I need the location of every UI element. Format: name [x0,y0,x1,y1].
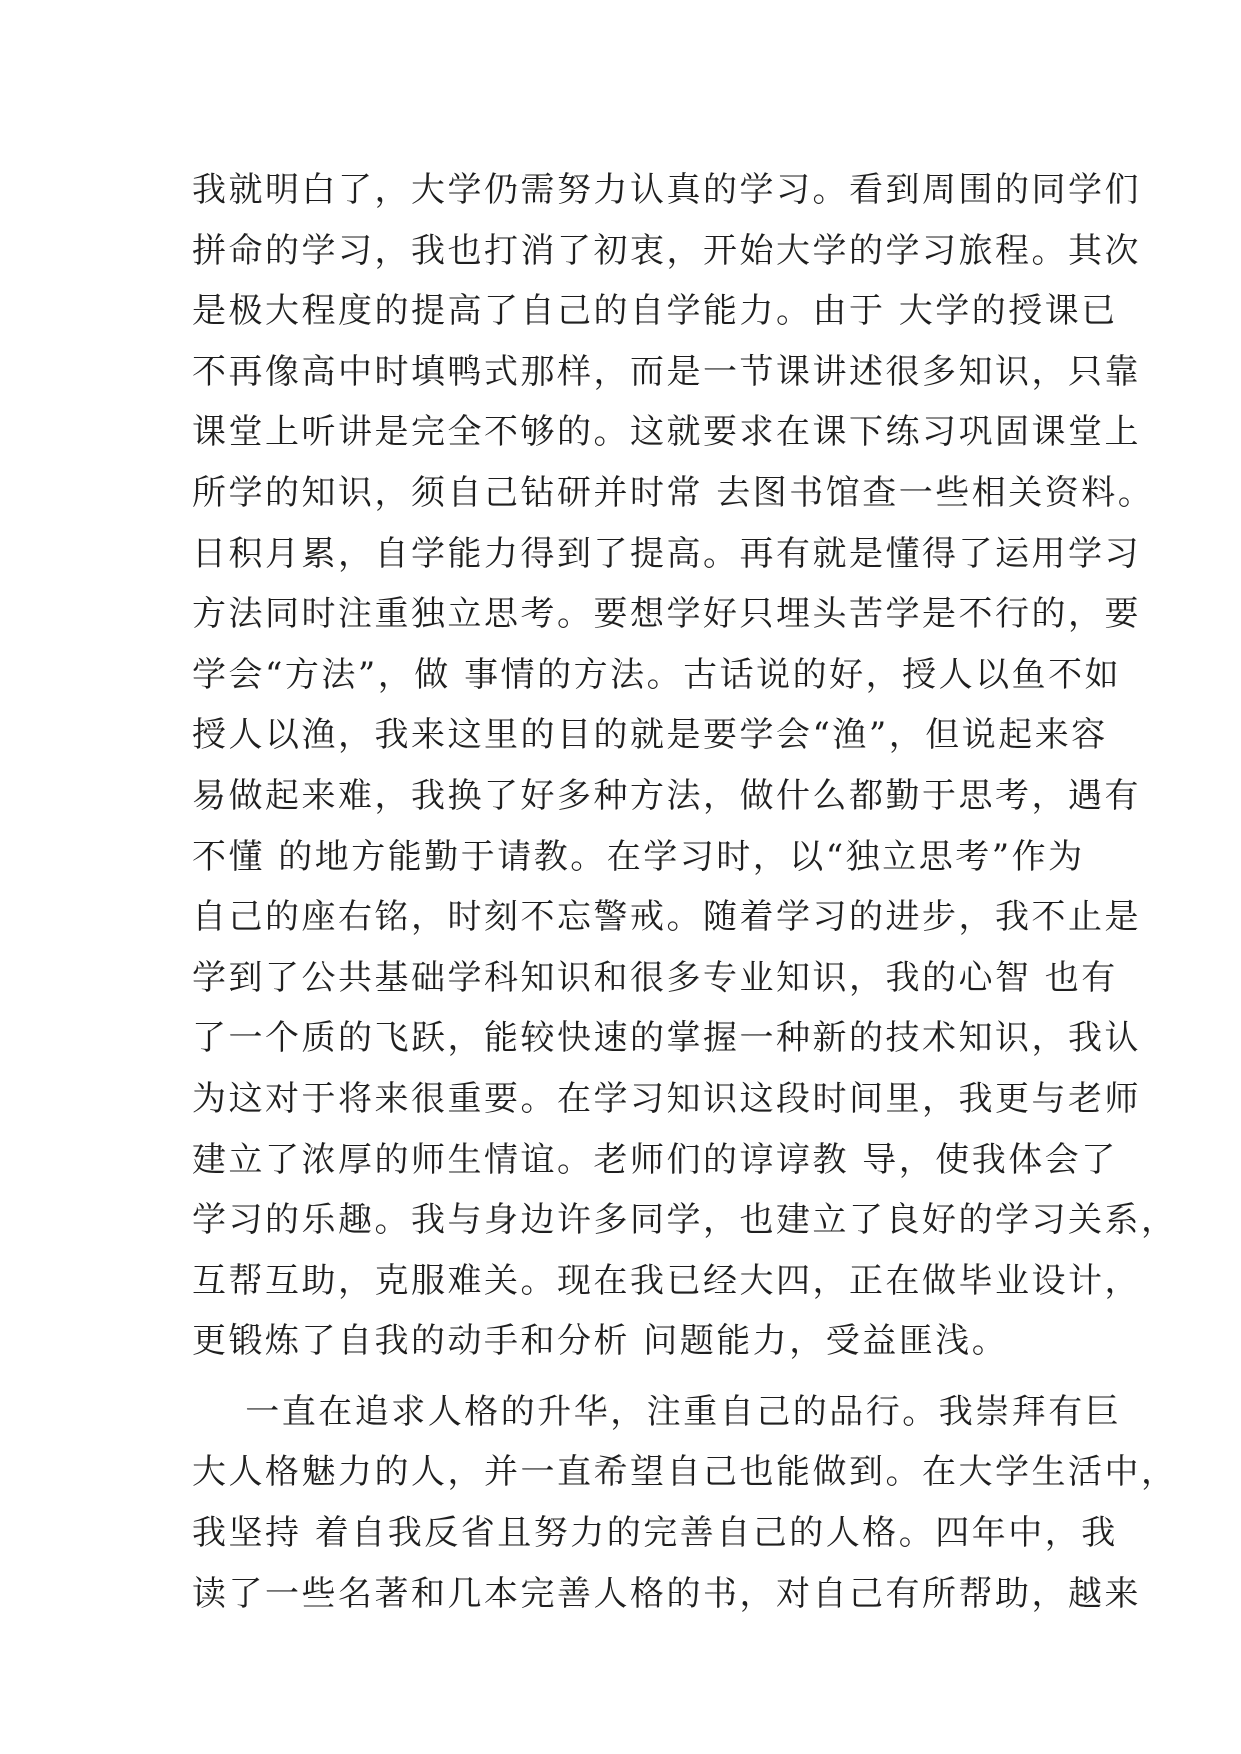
text-line: 大人格魅力的人，并一直希望自己也能做到。在大学生活中， [192,1452,1178,1493]
text-line: 自己的座右铭，时刻不忘警戒。随着学习的进步，我不止是 [192,897,1141,938]
text-line: 拼命的学习，我也打消了初衷，开始大学的学习旅程。其次 [192,230,1141,271]
text-line: 所学的知识，须自己钻研并时常 去图书馆查一些相关资料。 [192,472,1155,513]
text-line: 建立了浓厚的师生情谊。老师们的谆谆教 导，使我体会了 [192,1139,1118,1180]
paragraph-2 [192,1382,1178,1624]
text-line: 互帮互助，克服难关。现在我已经大四，正在做毕业设计， [192,1260,1141,1301]
text-line: 不懂 的地方能勤于请教。在学习时，以“独立思考”作为 [192,836,1085,877]
text-line: 为这对于将来很重要。在学习知识这段时间里，我更与老师 [192,1078,1141,1119]
text-line: 是极大程度的提高了自己的自学能力。由于 大学的授课已 [192,291,1118,332]
paragraph-1 [192,160,1178,1372]
text-line: 一直在追求人格的升华，注重自己的品行。我崇拜有巨 [192,1391,1122,1432]
body-text [192,160,1178,1624]
text-line: 学习的乐趣。我与身边许多同学，也建立了良好的学习关系， [192,1200,1178,1241]
text-line: 读了一些名著和几本完善人格的书，对自己有所帮助，越来 [192,1573,1141,1614]
text-line: 易做起来难，我换了好多种方法，做什么都勤于思考，遇有 [192,775,1141,816]
text-line: 了一个质的飞跃，能较快速的掌握一种新的技术知识，我认 [192,1018,1141,1059]
text-line: 学会“方法”，做 事情的方法。古话说的好，授人以鱼不如 [192,654,1122,695]
text-line: 更锻炼了自我的动手和分析 问题能力，受益匪浅。 [192,1321,1009,1362]
text-line: 不再像高中时填鸭式那样，而是一节课讲述很多知识，只靠 [192,351,1141,392]
text-line: 学到了公共基础学科知识和很多专业知识，我的心智 也有 [192,957,1118,998]
paragraph-spacer [192,1372,1072,1382]
text-line: 我就明白了，大学仍需努力认真的学习。看到周围的同学们 [192,170,1141,210]
text-line: 我坚持 着自我反省且努力的完善自己的人格。四年中，我 [192,1513,1118,1554]
text-line: 授人以渔，我来这里的目的就是要学会“渔”，但说起来容 [192,715,1108,756]
text-line: 方法同时注重独立思考。要想学好只埋头苦学是不行的，要 [192,594,1141,635]
text-line: 课堂上听讲是完全不够的。这就要求在课下练习巩固课堂上 [192,412,1141,453]
text-line: 日积月累，自学能力得到了提高。再有就是懂得了运用学习 [192,533,1141,574]
